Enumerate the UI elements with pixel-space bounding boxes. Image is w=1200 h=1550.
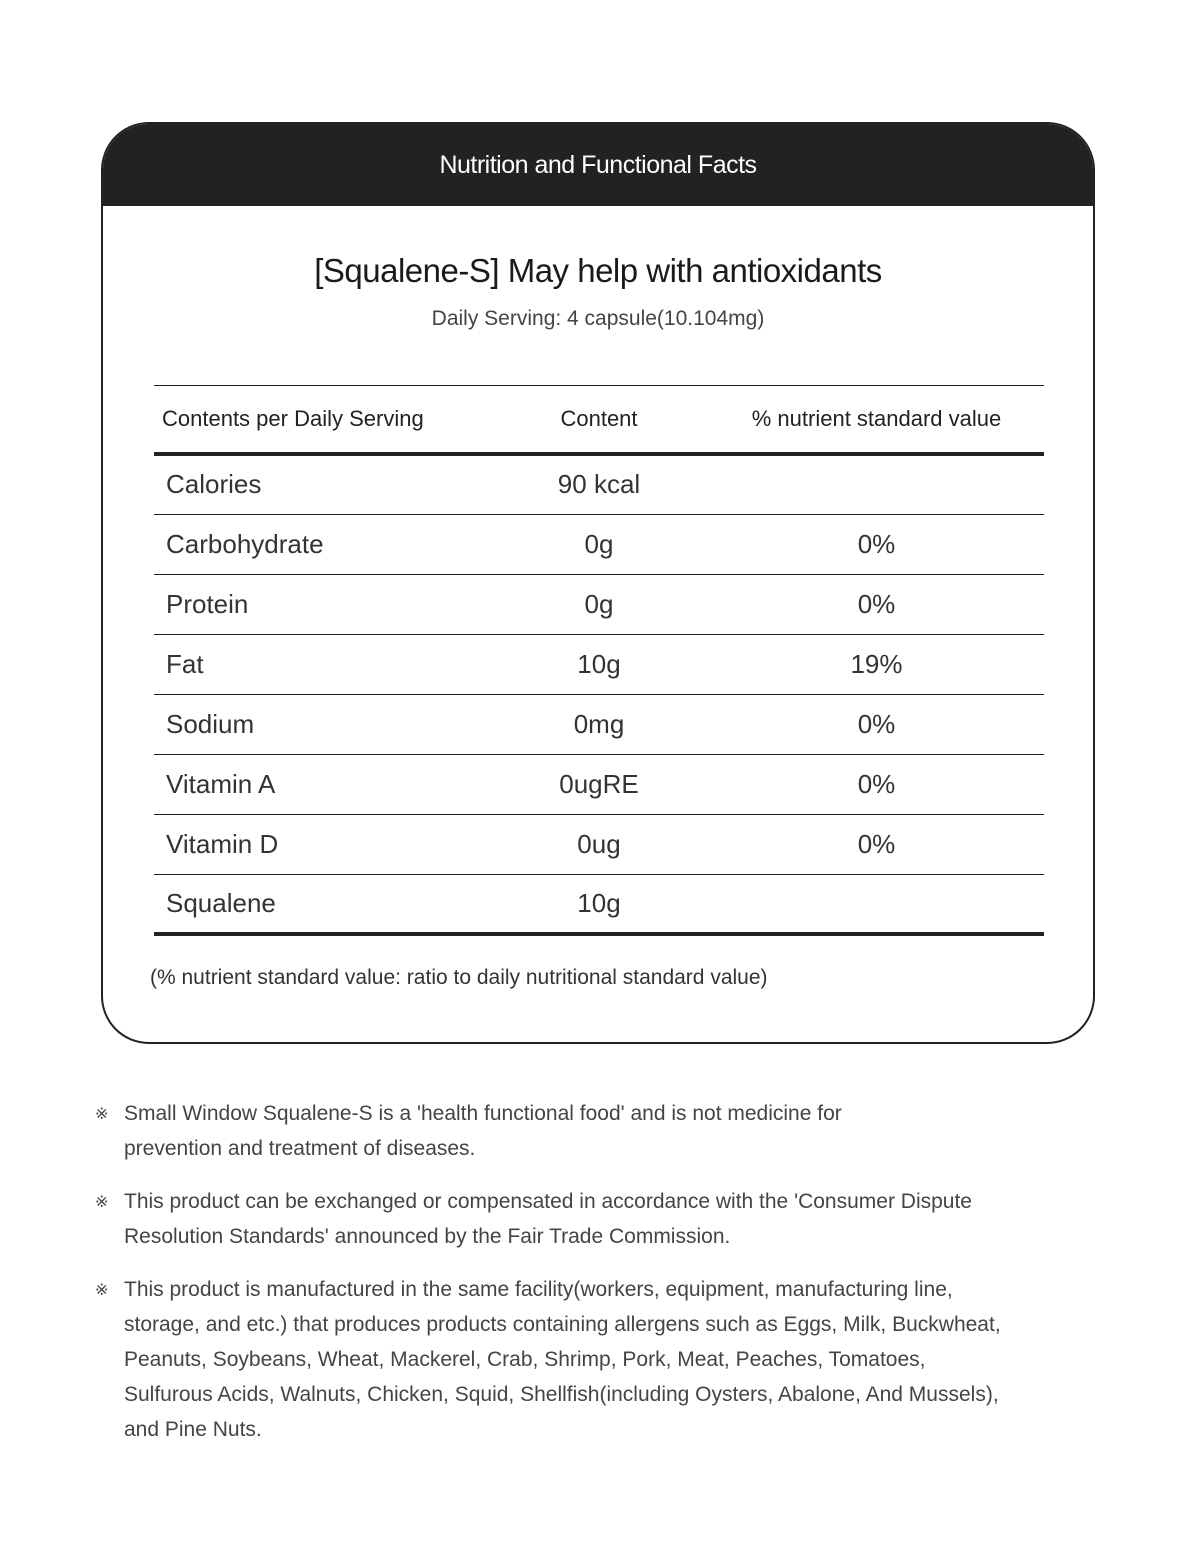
daily-serving: Daily Serving: 4 capsule(10.104mg) <box>431 307 765 330</box>
nutrient-content: 0ugRE <box>559 768 639 799</box>
table-footnote: (% nutrient standard value: ratio to daily nutritional standard value) <box>150 966 768 989</box>
table-row <box>154 754 1044 814</box>
nutrient-content: 0ug <box>577 828 621 859</box>
card-header: Nutrition and Functional Facts <box>103 124 1093 206</box>
column-header-name: Contents per Daily Serving <box>162 406 424 431</box>
nutrient-content: 90 kcal <box>557 469 641 500</box>
table-header-row <box>154 386 1044 455</box>
nutrient-percent: 0% <box>857 768 896 799</box>
note-line: and Pine Nuts. <box>124 1418 262 1441</box>
column-header-percent: % nutrient standard value <box>751 406 1002 431</box>
note-text <box>124 1272 1095 1447</box>
note-line: This product is manufactured in the same facility(workers, equipment, manufacturing line, <box>124 1278 953 1301</box>
nutrient-name: Vitamin A <box>166 768 276 799</box>
table-row <box>154 514 1044 574</box>
nutrient-name: Carbohydrate <box>166 528 324 559</box>
nutrient-percent: 0% <box>857 528 896 559</box>
table-row <box>154 454 1044 514</box>
nutrient-name: Sodium <box>166 708 255 739</box>
nutrient-content: 0g <box>584 528 614 559</box>
note-text <box>124 1096 1095 1166</box>
table-row <box>154 634 1044 694</box>
note-text <box>124 1184 1095 1254</box>
nutrition-facts-card <box>101 122 1095 1044</box>
product-title: [Squalene-S] May help with antioxidants <box>314 252 882 289</box>
nutrient-percent <box>709 874 1044 934</box>
note-line: This product can be exchanged or compensated in accordance with the 'Consumer Dispute <box>124 1190 972 1213</box>
nutrition-table <box>154 385 1044 936</box>
note-item <box>95 1272 1095 1447</box>
note-line: Resolution Standards' announced by the Fair Trade Commission. <box>124 1225 731 1248</box>
note-line: storage, and etc.) that produces products containing allergens such as Eggs, Milk, Buckwheat, <box>124 1313 1001 1336</box>
note-item <box>95 1184 1095 1254</box>
note-line: Peanuts, Soybeans, Wheat, Mackerel, Crab, Shrimp, Pork, Meat, Peaches, Tomatoes, <box>124 1348 926 1371</box>
notes-list <box>95 1096 1095 1465</box>
note-item <box>95 1096 1095 1166</box>
nutrient-name: Vitamin D <box>166 828 279 859</box>
table-row <box>154 814 1044 874</box>
note-line: Small Window Squalene-S is a 'health functional food' and is not medicine for <box>124 1102 842 1125</box>
table-row <box>154 574 1044 634</box>
nutrient-content: 0g <box>584 588 614 619</box>
table-row <box>154 874 1044 934</box>
column-header-content: Content <box>560 406 638 431</box>
nutrient-name: Squalene <box>166 887 276 918</box>
reference-mark-icon: ※ <box>95 1192 109 1211</box>
nutrient-name: Calories <box>166 469 262 500</box>
table-row <box>154 694 1044 754</box>
nutrient-content: 0mg <box>573 708 625 739</box>
nutrient-percent: 0% <box>857 588 896 619</box>
nutrient-content: 10g <box>577 648 621 679</box>
nutrient-percent <box>709 454 1044 514</box>
note-line: Sulfurous Acids, Walnuts, Chicken, Squid, Shellfish(including Oysters, Abalone, And Mussels), <box>124 1383 999 1406</box>
note-line: prevention and treatment of diseases. <box>124 1137 476 1160</box>
nutrient-percent: 19% <box>850 648 903 679</box>
nutrient-percent: 0% <box>857 828 896 859</box>
nutrient-name: Protein <box>166 588 249 619</box>
nutrient-content: 10g <box>577 887 621 918</box>
nutrient-percent: 0% <box>857 708 896 739</box>
nutrient-name: Fat <box>166 648 204 679</box>
reference-mark-icon: ※ <box>95 1104 109 1123</box>
reference-mark-icon: ※ <box>95 1280 109 1299</box>
